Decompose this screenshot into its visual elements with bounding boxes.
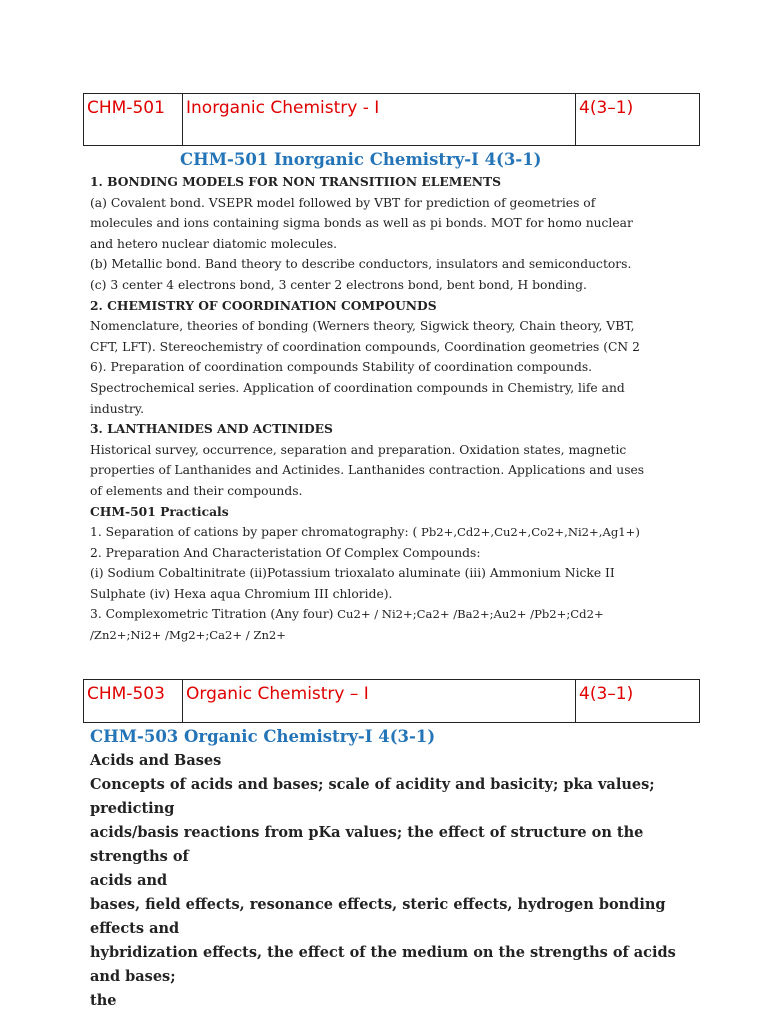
body-line: and hetero nuclear diatomic molecules.	[90, 236, 338, 251]
body-line: properties of Lanthanides and Actinides. Lanthanides contraction. Applications and uses	[90, 463, 645, 478]
body-line: Spectrochemical series. Application of coordination compounds in Chemistry, life and	[90, 380, 625, 395]
section-heading: CHM-503 Organic Chemistry-I 4(3-1)	[90, 727, 436, 746]
body-line: acids/basis reactions from pKa values; the effect of structure on the strengths of	[90, 824, 644, 865]
body-line: Historical survey, occurrence, separation and preparation. Oxidation states, magnetic	[90, 442, 627, 457]
practical-line: Sulphate (iv) Hexa aqua Chromium III chloride).	[90, 586, 393, 601]
cation-list: Pb2+,Cd2+,Cu2+,Co2+,Ni2+,Ag1+)	[417, 525, 640, 540]
inorganic-chemistry-section	[90, 148, 690, 646]
body-line: industry.	[90, 401, 144, 416]
body-line: hybridization effects, the effect of the medium on the strengths of acids and bases;	[90, 944, 676, 985]
course-code-cell: CHM-501	[84, 94, 183, 146]
topic-heading: 2. CHEMISTRY OF COORDINATION COMPOUNDS	[90, 297, 437, 313]
course-credits-cell: 4(3–1)	[576, 94, 700, 146]
body-line: acids and	[90, 872, 168, 889]
body-line: bases, field effects, resonance effects, steric effects, hydrogen bonding effects and	[90, 896, 666, 937]
body-line: (c) 3 center 4 electrons bond, 3 center 2 electrons bond, bent bond, H bonding.	[90, 277, 587, 292]
course-title-cell: Inorganic Chemistry - I	[183, 94, 576, 146]
course-table-chm503	[83, 679, 700, 723]
practical-text: 1. Separation of cations by paper chromatography: (	[90, 525, 418, 540]
practical-line	[90, 522, 690, 543]
ion-pair-list: Cu2+ / Ni2+;Ca2+ /Ba2+;Au2+ /Pb2+;Cd2+	[333, 607, 604, 622]
course-credits-cell: 4(3–1)	[576, 680, 700, 723]
practical-text: 3. Complexometric Titration (Any four)	[90, 607, 334, 622]
course-code-cell: CHM-503	[84, 680, 183, 723]
body-line: Concepts of acids and bases; scale of acidity and basicity; pka values; predicting	[90, 776, 655, 817]
table-row	[84, 680, 700, 723]
practical-line	[90, 604, 690, 625]
section-heading: CHM-501 Inorganic Chemistry-I 4(3-1)	[180, 150, 542, 169]
body-line: Nomenclature, theories of bonding (Werners theory, Sigwick theory, Chain theory, VBT,	[90, 319, 635, 334]
body-line: of elements and their compounds.	[90, 483, 303, 498]
practical-line: (i) Sodium Cobaltinitrate (ii)Potassium trioxalato aluminate (iii) Ammonium Nicke II	[90, 566, 615, 581]
body-line: (b) Metallic bond. Band theory to describe conductors, insulators and semiconductors.	[90, 257, 632, 272]
body-line: (a) Covalent bond. VSEPR model followed by VBT for prediction of geometries of	[90, 195, 596, 210]
organic-chemistry-section	[90, 725, 700, 1013]
practical-line: 2. Preparation And Characteristation Of Complex Compounds:	[90, 545, 481, 560]
body-line: 6). Preparation of coordination compounds Stability of coordination compounds.	[90, 360, 593, 375]
practicals-heading: CHM-501 Practicals	[90, 503, 229, 519]
course-title-cell: Organic Chemistry – I	[183, 680, 576, 723]
topic-heading: 3. LANTHANIDES AND ACTINIDES	[90, 421, 333, 437]
topic-heading: 1. BONDING MODELS FOR NON TRANSITIION ELEMENTS	[90, 174, 502, 189]
ion-pair-list-continued: /Zn2+;Ni2+ /Mg2+;Ca2+ / Zn2+	[90, 628, 287, 643]
body-line: CFT, LFT). Stereochemistry of coordination compounds, Coordination geometries (CN 2	[90, 339, 640, 354]
course-table-chm501	[83, 93, 700, 146]
body-line: the	[90, 992, 117, 1009]
table-row	[84, 94, 700, 146]
body-line: molecules and ions containing sigma bonds as well as pi bonds. MOT for homo nuclear	[90, 216, 633, 231]
subheading: Acids and Bases	[90, 752, 222, 769]
